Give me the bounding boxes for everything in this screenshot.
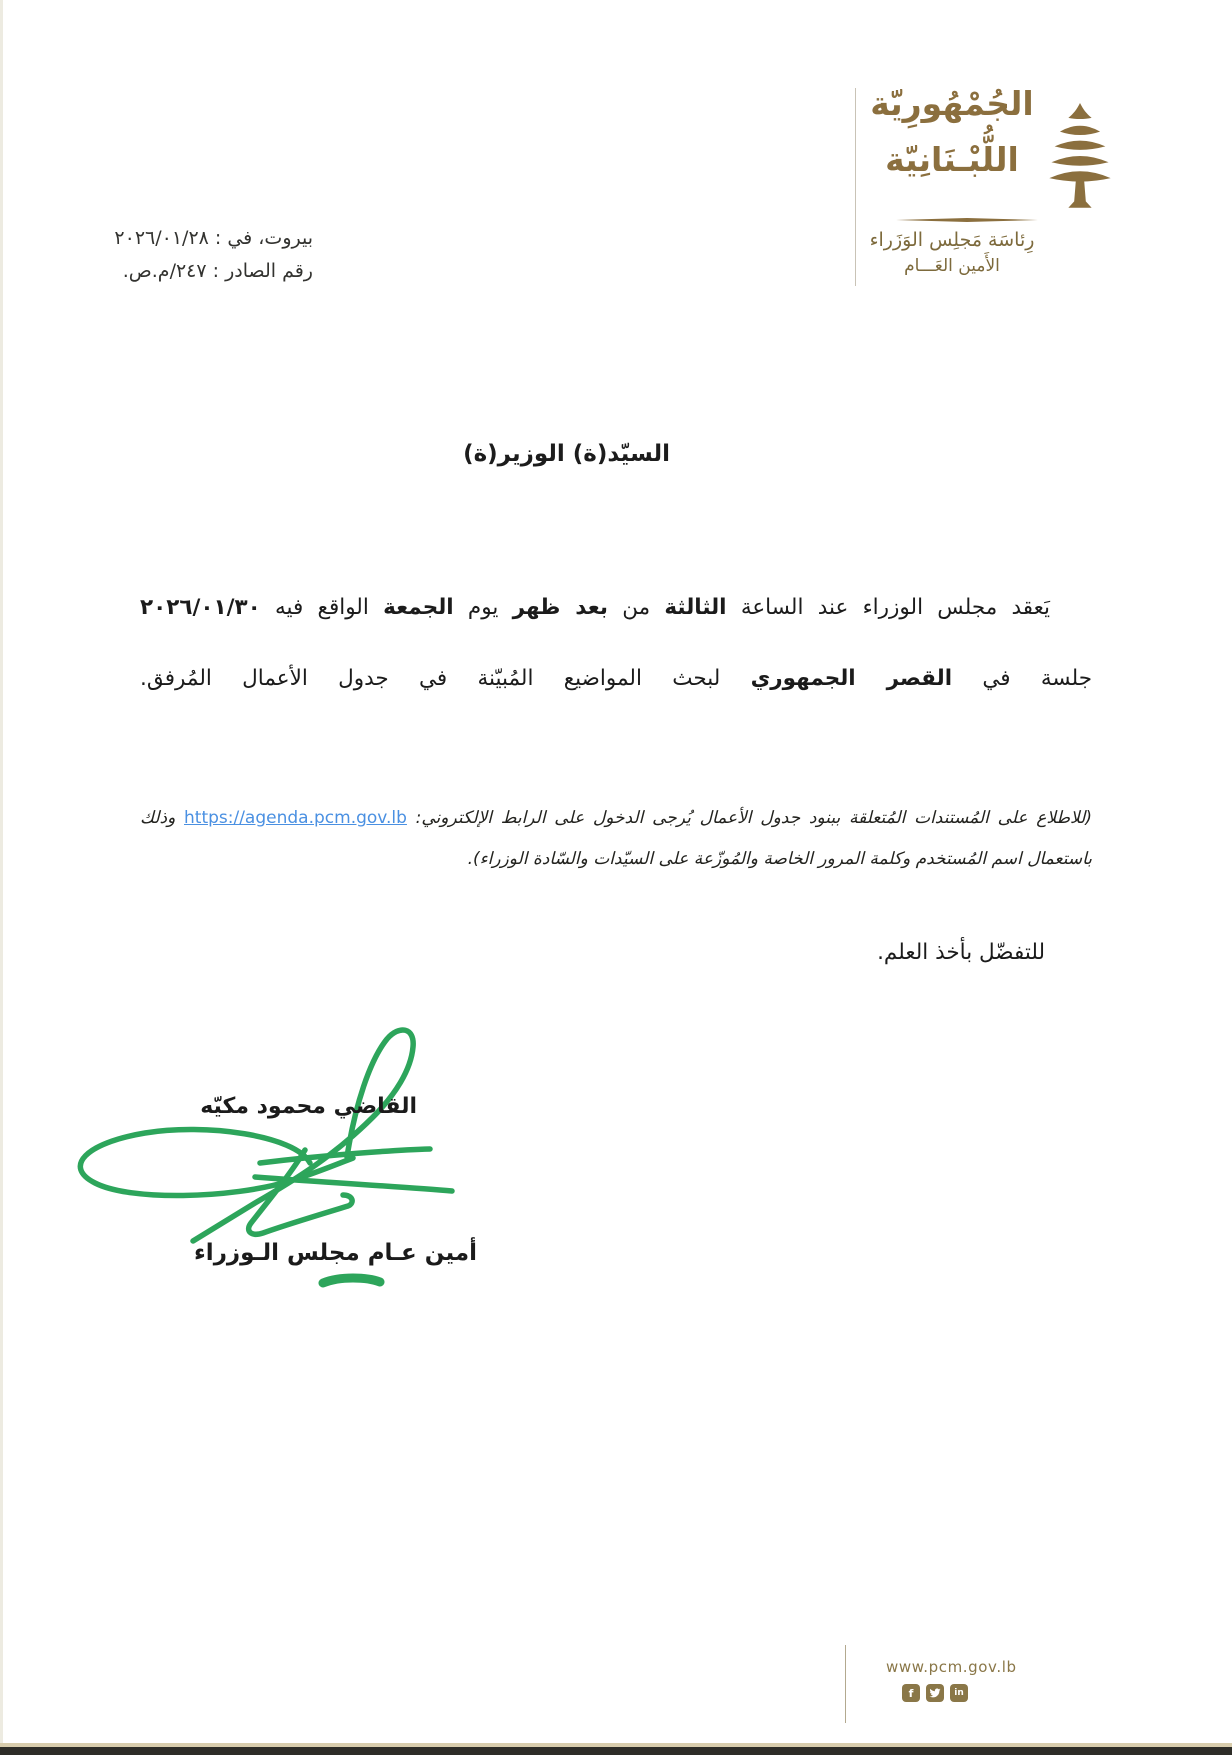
body-paragraph (140, 572, 1092, 714)
date-line: بيروت، في : ٢٠٢٦/٠١/٢٨ (114, 227, 313, 249)
body-line-1: يَعقد مجلس الوزراء عند الساعة الثالثة من بعد ظهر يوم الجمعة الواقع فيه ٢٠٢٦/٠١/٣٠ (140, 595, 1051, 620)
signatory-name: القاضي محمود مكيّه (200, 1094, 417, 1119)
facebook-icon: f (902, 1684, 920, 1702)
letterhead-divider-rule (855, 88, 856, 286)
signatory-title: أمين عـام مجلس الـوزراء (194, 1240, 477, 1266)
body-line-2: جلسة في القصر الجمهوري لبحث المواضيع المُبيّنة في جدول الأعمال المُرفق. (140, 666, 1092, 691)
scan-bottom-dark-edge (0, 1747, 1232, 1755)
signature-ink (55, 1015, 545, 1315)
presidency-label: رِئاسَة مَجلِس الوَزَراء (869, 229, 1035, 251)
republic-calligraphy: الجُمْهُورِيّة اللُّبْـنَانِيّة (870, 84, 1034, 179)
linkedin-icon: in (950, 1684, 968, 1702)
meta-block (114, 222, 313, 288)
twitter-icon (926, 1684, 944, 1702)
logo-divider (896, 218, 1038, 222)
social-icons-row (902, 1684, 968, 1702)
footer-website: www.pcm.gov.lb (886, 1658, 1017, 1676)
footer-divider-rule (845, 1645, 846, 1723)
agenda-link[interactable]: https://agenda.pcm.gov.lb (184, 808, 407, 828)
cedar-tree-icon (1048, 102, 1112, 212)
reference-number-line: رقم الصادر : ٢٤٧/م.ص. (122, 260, 313, 282)
scan-left-edge (0, 0, 3, 1755)
letterhead-logo-block (858, 76, 1124, 276)
salutation: السيّد(ة) الوزير(ة) (463, 441, 670, 467)
agenda-note-line-2: باستعمال اسم المُستخدم وكلمة المرور الخاصة والمُوزّعة على السيّدات والسّادة الوزراء). (467, 849, 1092, 869)
secretary-general-label: الأَمين العَـــام (904, 256, 1000, 276)
agenda-note-line-1: (للاطلاع على المُستندات المُتعلقة ببنود جدول الأعمال يُرجى الدخول على الرابط الإلكتروني: https://agenda.pcm.gov.lb وذلك (140, 808, 1092, 828)
agenda-note (140, 798, 1092, 880)
closing-line: للتفضّل بأخذ العلم. (877, 940, 1045, 965)
